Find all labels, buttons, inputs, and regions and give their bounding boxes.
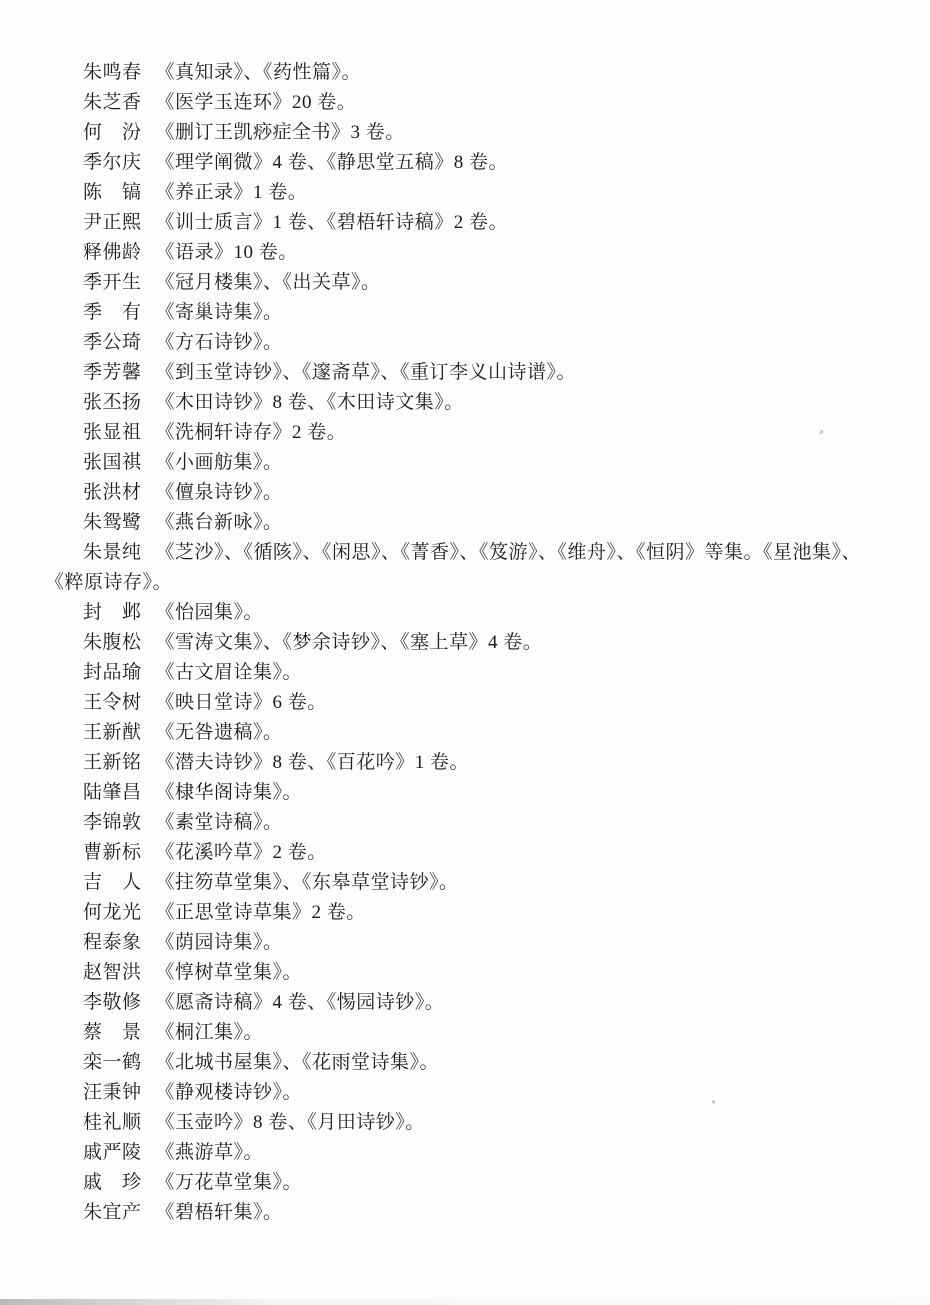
works-titles: 《无咎遗稿》。 [155, 722, 283, 743]
author-name: 季 有 [83, 302, 142, 323]
bibliography-entry [45, 88, 863, 118]
bibliography-entry [45, 298, 863, 328]
bibliography-entry [45, 688, 863, 718]
works-titles: 《删订王凯痧症全书》3 卷。 [155, 122, 405, 143]
author-name: 戚严陵 [83, 1142, 142, 1163]
bibliography-entry [45, 118, 863, 148]
works-titles: 《惇树草堂集》。 [155, 962, 303, 983]
bibliography-entry [45, 208, 863, 238]
author-name: 桂礼顺 [83, 1112, 142, 1133]
author-name: 季芳馨 [83, 362, 142, 383]
works-titles: 《养正录》1 卷。 [155, 182, 308, 203]
works-titles: 《雪涛文集》、《梦余诗钞》、《塞上草》4 卷。 [155, 632, 543, 653]
author-name: 封品瑜 [83, 662, 142, 683]
bibliography-entry [45, 598, 863, 628]
works-titles: 《素堂诗稿》。 [155, 812, 283, 833]
author-name: 栾一鹤 [83, 1052, 142, 1073]
works-titles: 《愿斋诗稿》4 卷、《惕园诗钞》。 [155, 992, 445, 1013]
author-name: 戚 珍 [83, 1172, 142, 1193]
works-titles: 《儃泉诗钞》。 [155, 482, 283, 503]
author-name: 李锦敦 [83, 812, 142, 833]
bibliography-entry [45, 868, 863, 898]
bibliography-entry [45, 778, 863, 808]
author-name: 王新铭 [83, 752, 142, 773]
bibliography-entry [45, 808, 863, 838]
works-titles: 《训士质言》1 卷、《碧梧轩诗稿》2 卷。 [155, 212, 509, 233]
author-name: 汪秉钟 [83, 1082, 142, 1103]
author-name: 张洪材 [83, 482, 142, 503]
bibliography-entry [45, 748, 863, 778]
works-titles: 《洗桐轩诗存》2 卷。 [155, 422, 347, 443]
works-titles: 《方石诗钞》。 [155, 332, 283, 353]
works-titles: 《燕游草》。 [155, 1142, 264, 1163]
bibliography-entry [45, 448, 863, 478]
works-titles: 《冠月楼集》、《出关草》。 [155, 272, 381, 293]
works-titles: 《棣华阁诗集》。 [155, 782, 303, 803]
bibliography-entry [45, 148, 863, 178]
works-titles: 《真知录》、《药性篇》。 [155, 62, 362, 83]
bibliography-entry [45, 238, 863, 268]
works-titles: 《燕台新咏》。 [155, 512, 283, 533]
author-name: 何 汾 [83, 122, 142, 143]
works-titles: 《碧梧轩集》。 [155, 1202, 283, 1223]
bibliography-list [45, 58, 863, 1228]
works-titles: 《小画舫集》。 [155, 452, 283, 473]
works-titles: 《万花草堂集》。 [155, 1172, 303, 1193]
author-name: 李敬修 [83, 992, 142, 1013]
bibliography-entry [45, 268, 863, 298]
author-name: 季尔庆 [83, 152, 142, 173]
author-name: 程泰象 [83, 932, 142, 953]
bibliography-entry [45, 1198, 863, 1228]
author-name: 蔡 景 [83, 1022, 142, 1043]
bibliography-entry [45, 58, 863, 88]
works-titles: 《木田诗钞》8 卷、《木田诗文集》。 [155, 392, 464, 413]
bibliography-entry [45, 658, 863, 688]
author-name: 朱腹松 [83, 632, 142, 653]
bibliography-entry [45, 1138, 863, 1168]
author-name: 季开生 [83, 272, 142, 293]
works-titles: 《怡园集》。 [155, 602, 264, 623]
works-titles: 《古文眉诠集》。 [155, 662, 303, 683]
works-titles: 《医学玉连环》20 卷。 [155, 92, 357, 113]
bibliography-entry [45, 538, 863, 598]
bibliography-entry [45, 388, 863, 418]
bibliography-entry [45, 508, 863, 538]
bibliography-entry [45, 628, 863, 658]
bibliography-entry [45, 718, 863, 748]
author-name: 朱宜产 [83, 1202, 142, 1223]
author-name: 朱景纯 [83, 542, 142, 563]
bibliography-entry [45, 1048, 863, 1078]
author-name: 朱鸳鹭 [83, 512, 142, 533]
author-name: 张显祖 [83, 422, 142, 443]
bibliography-entry [45, 1168, 863, 1198]
author-name: 赵智洪 [83, 962, 142, 983]
works-titles: 《芝沙》、《循陔》、《闲思》、《菁香》、《笈游》、《维舟》、《恒阴》等集。《星池集》、《粹原诗存》。 [45, 542, 862, 593]
author-name: 陈 镐 [83, 182, 142, 203]
works-titles: 《正思堂诗草集》2 卷。 [155, 902, 366, 923]
author-name: 吉 人 [83, 872, 142, 893]
bibliography-entry [45, 898, 863, 928]
works-titles: 《桐江集》。 [155, 1022, 264, 1043]
bibliography-entry [45, 928, 863, 958]
author-name: 王新猷 [83, 722, 142, 743]
author-name: 朱芝香 [83, 92, 142, 113]
bibliography-entry [45, 1018, 863, 1048]
works-titles: 《到玉堂诗钞》、《邃斋草》、《重订李义山诗谱》。 [155, 362, 577, 383]
author-name: 何龙光 [83, 902, 142, 923]
author-name: 封 邺 [83, 602, 142, 623]
author-name: 尹正熙 [83, 212, 142, 233]
bibliography-entry [45, 1078, 863, 1108]
author-name: 释佛龄 [83, 242, 142, 263]
author-name: 张国祺 [83, 452, 142, 473]
bibliography-entry [45, 958, 863, 988]
works-titles: 《荫园诗集》。 [155, 932, 283, 953]
works-titles: 《寄巢诗集》。 [155, 302, 283, 323]
author-name: 张丕扬 [83, 392, 142, 413]
author-name: 朱鸣春 [83, 62, 142, 83]
works-titles: 《潜夫诗钞》8 卷、《百花吟》1 卷。 [155, 752, 470, 773]
bibliography-entry [45, 1108, 863, 1138]
works-titles: 《北城书屋集》、《花雨堂诗集》。 [155, 1052, 440, 1073]
works-titles: 《玉壶吟》8 卷、《月田诗钞》。 [155, 1112, 425, 1133]
works-titles: 《映日堂诗》6 卷。 [155, 692, 327, 713]
author-name: 王令树 [83, 692, 142, 713]
bibliography-entry [45, 328, 863, 358]
bibliography-entry [45, 988, 863, 1018]
author-name: 陆肇昌 [83, 782, 142, 803]
works-titles: 《花溪吟草》2 卷。 [155, 842, 327, 863]
works-titles: 《拄笏草堂集》、《东皋草堂诗钞》。 [155, 872, 459, 893]
works-titles: 《静观楼诗钞》。 [155, 1082, 303, 1103]
works-titles: 《理学阐微》4 卷、《静思堂五稿》8 卷。 [155, 152, 509, 173]
bibliography-entry [45, 178, 863, 208]
works-titles: 《语录》10 卷。 [155, 242, 298, 263]
bibliography-entry [45, 478, 863, 508]
bibliography-entry [45, 358, 863, 388]
bibliography-entry [45, 418, 863, 448]
bibliography-entry [45, 838, 863, 868]
author-name: 曹新标 [83, 842, 142, 863]
author-name: 季公琦 [83, 332, 142, 353]
